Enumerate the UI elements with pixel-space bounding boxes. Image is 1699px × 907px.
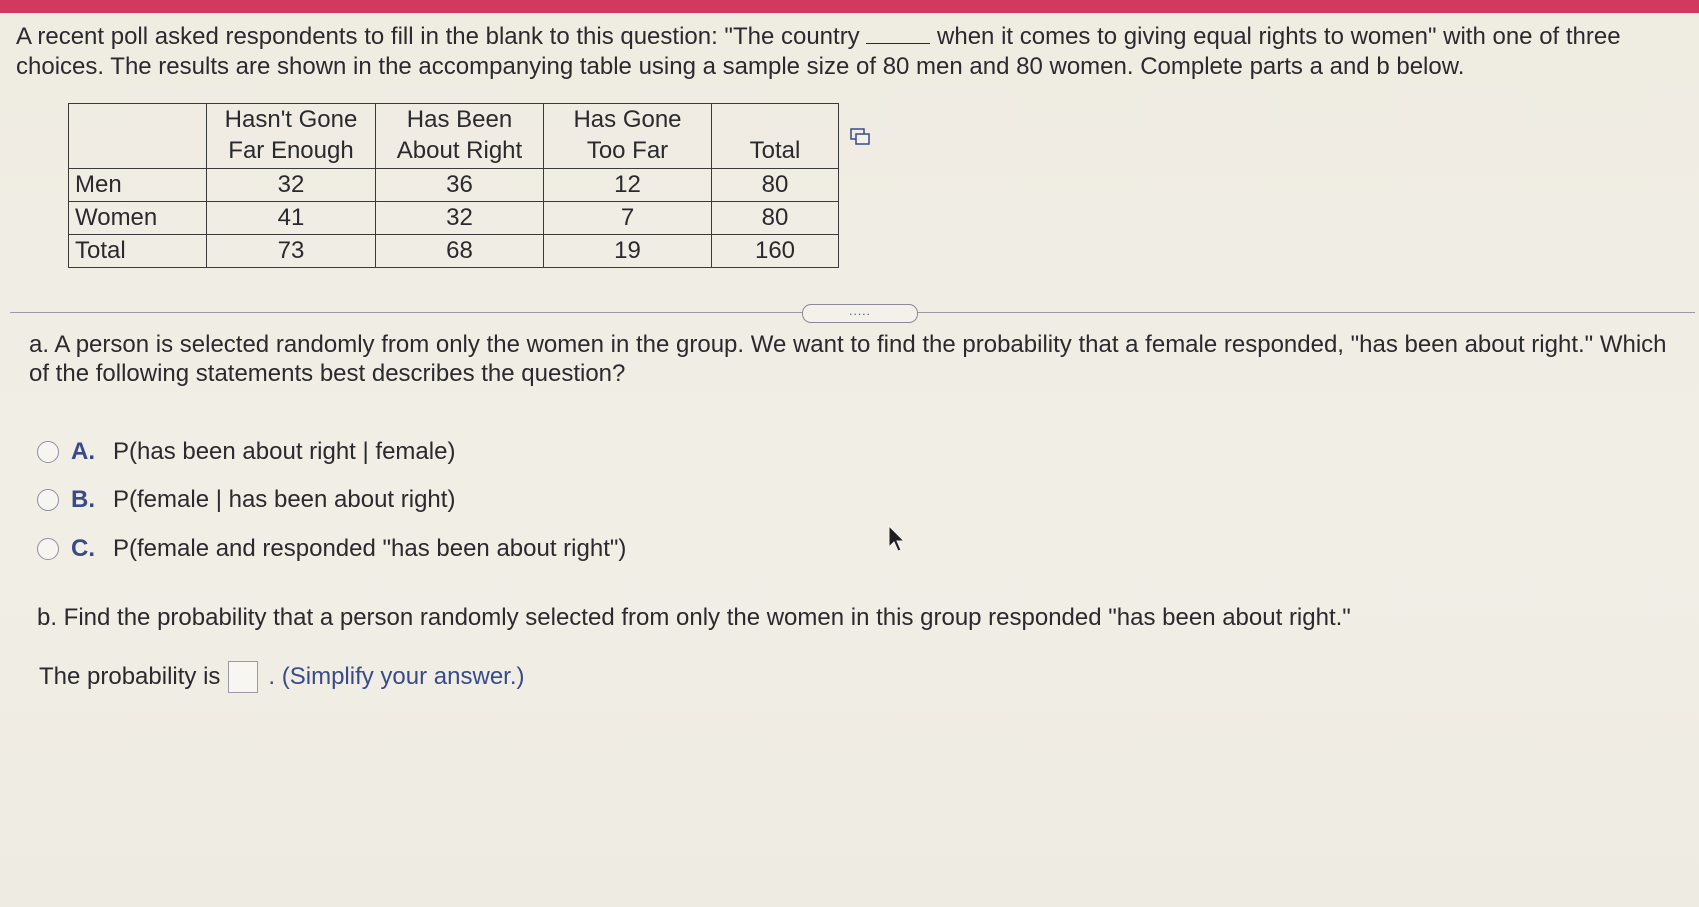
expand-handle[interactable]: ..... bbox=[802, 304, 918, 323]
option-letter: C. bbox=[71, 535, 95, 562]
table-cell: 41 bbox=[207, 202, 376, 235]
table-cell: 68 bbox=[376, 235, 544, 268]
part-a-question: a. A person is selected randomly from only the women in the group. We want to find the probability that a female responded, "has been about right." Which of the following statements best describes the question? bbox=[29, 331, 1667, 387]
row-label-women: Women bbox=[69, 202, 207, 235]
table-cell: 19 bbox=[544, 235, 712, 268]
table-row bbox=[69, 169, 839, 202]
option-text: P(has been about right | female) bbox=[113, 438, 456, 465]
intro-text-part1: A recent poll asked respondents to fill in the blank to this question: "The country bbox=[16, 23, 867, 50]
table-cell: 80 bbox=[712, 202, 839, 235]
table-row bbox=[69, 235, 839, 268]
option-a[interactable] bbox=[37, 438, 455, 466]
table-cell: 12 bbox=[544, 169, 712, 202]
row-label-total: Total bbox=[69, 235, 207, 268]
mouse-cursor-icon bbox=[888, 525, 906, 553]
option-c[interactable] bbox=[37, 535, 626, 563]
answer-line bbox=[39, 661, 525, 693]
intro-text bbox=[16, 22, 1676, 82]
table-cell: 32 bbox=[207, 169, 376, 202]
option-text: P(female | has been about right) bbox=[113, 486, 456, 513]
table-cell: 32 bbox=[376, 202, 544, 235]
header-cell-hasnt-gone-far-enough: Hasn't Gone Far Enough bbox=[207, 104, 376, 169]
answer-input[interactable] bbox=[228, 661, 258, 693]
fill-in-blank bbox=[866, 25, 930, 44]
radio-button-c[interactable] bbox=[37, 538, 59, 560]
answer-prefix: The probability is bbox=[39, 663, 221, 690]
table-cell: 80 bbox=[712, 169, 839, 202]
copy-table-icon[interactable] bbox=[850, 128, 870, 146]
part-b-question: b. Find the probability that a person randomly selected from only the women in this group responded "has been about right." bbox=[37, 604, 1351, 631]
answer-hint: . (Simplify your answer.) bbox=[268, 663, 525, 690]
top-accent-bar bbox=[0, 0, 1699, 13]
radio-button-a[interactable] bbox=[37, 441, 59, 463]
table-row bbox=[69, 202, 839, 235]
row-label-men: Men bbox=[69, 169, 207, 202]
option-text: P(female and responded "has been about right") bbox=[113, 535, 627, 562]
header-cell-total: Total bbox=[712, 104, 839, 169]
table-cell: 160 bbox=[712, 235, 839, 268]
option-letter: A. bbox=[71, 438, 95, 465]
table-cell: 7 bbox=[544, 202, 712, 235]
header-cell-empty bbox=[69, 104, 207, 169]
radio-button-b[interactable] bbox=[37, 489, 59, 511]
option-b[interactable] bbox=[37, 486, 455, 514]
header-cell-has-been-about-right: Has Been About Right bbox=[376, 104, 544, 169]
header-cell-has-gone-too-far: Has Gone Too Far bbox=[544, 104, 712, 169]
table-header-row bbox=[69, 104, 839, 169]
table-cell: 36 bbox=[376, 169, 544, 202]
table-cell: 73 bbox=[207, 235, 376, 268]
intro-text-part2: when it comes to giving equal rights to women" with one of three choices. The results are shown in the accompanying table using a sample size of 80 men and 80 women. Complete parts a and b below. bbox=[16, 23, 1621, 80]
option-letter: B. bbox=[71, 486, 95, 513]
results-table bbox=[68, 103, 839, 268]
